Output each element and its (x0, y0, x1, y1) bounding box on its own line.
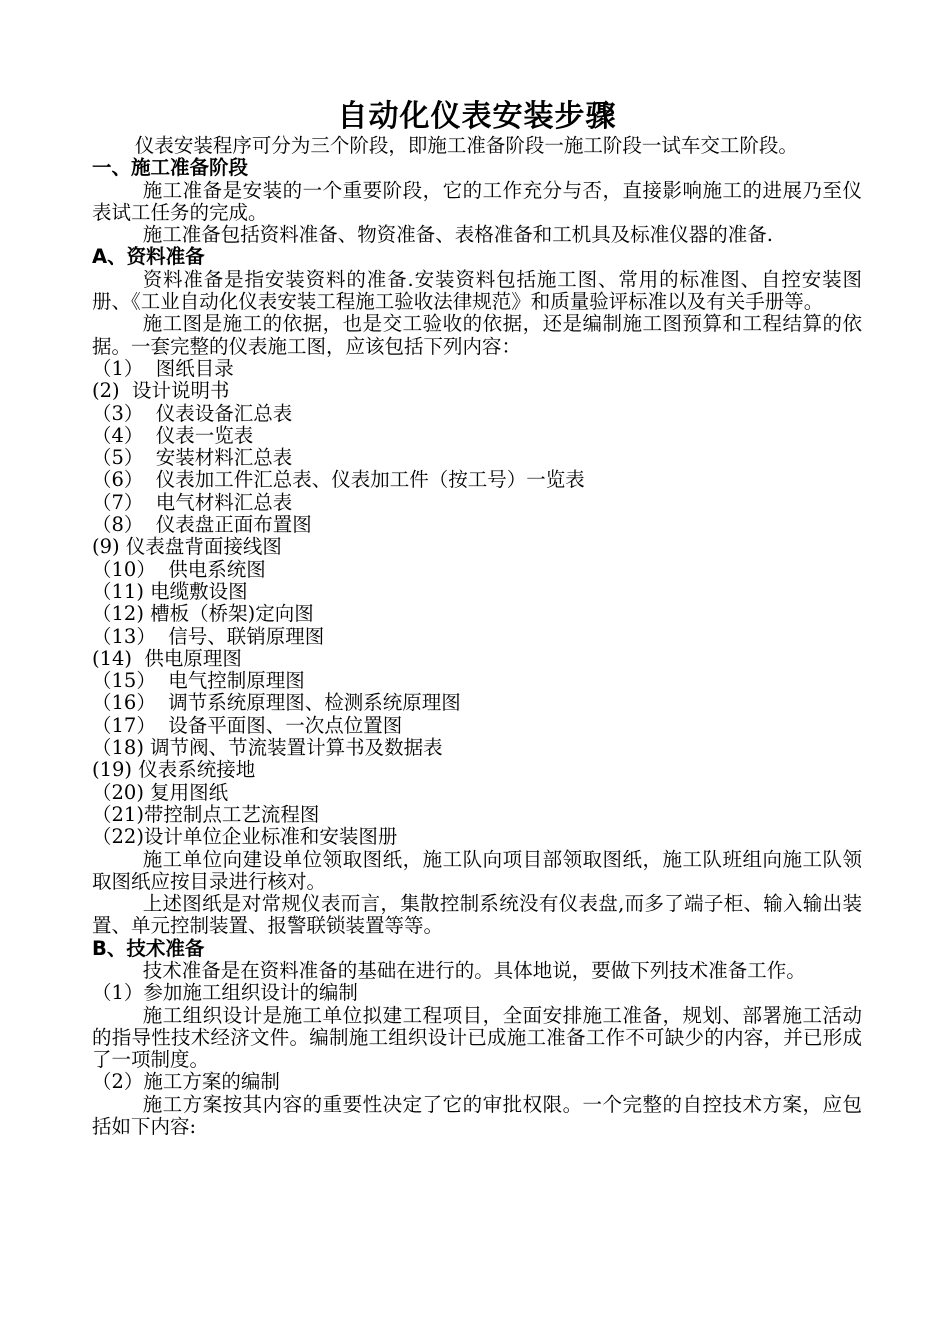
list-item: （12) 槽板（桥架)定向图 (92, 602, 314, 626)
list-item: （15） 电气控制原理图 (92, 669, 305, 693)
list-item: （7） 电气材料汇总表 (92, 490, 293, 514)
document-page (92, 96, 862, 1138)
paragraph: 上述图纸是对常规仪表而言，集散控制系统没有仪表盘,而多了端子柜、输入输出装置、单元控制装置、报警联锁装置等等。 (92, 892, 862, 938)
paragraph: 施工单位向建设单位领取图纸，施工队向项目部领取图纸，施工队班组向施工队领取图纸应按目录进行核对。 (92, 847, 862, 893)
list-item: （4） 仪表一览表 (92, 423, 254, 447)
list-item: （21)带控制点工艺流程图 (92, 802, 320, 826)
paragraph: 施工组织设计是施工单位拟建工程项目，全面安排施工准备，规划、部署施工活动的指导性技术经济文件。编制施工组织设计已成施工准备工作不可缺少的内容，并已形成了一项制度。 (92, 1003, 862, 1072)
drawing-list (92, 358, 862, 849)
list-item: (2) 设计说明书 (92, 379, 230, 403)
list-item: （13） 信号、联销原理图 (92, 624, 325, 648)
list-item: （22)设计单位企业标准和安装图册 (92, 825, 398, 849)
paragraph: 技术准备是在资料准备的基础在进行的。具体地说，要做下列技术准备工作。 (142, 958, 806, 982)
list-item: （11) 电缆敷设图 (92, 579, 248, 603)
list-item: （16） 调节系统原理图、检测系统原理图 (92, 691, 461, 715)
list-item: （17） 设备平面图、一次点位置图 (92, 713, 403, 737)
paragraph: 施工方案按其内容的重要性决定了它的审批权限。一个完整的自控技术方案，应包括如下内容: (92, 1092, 862, 1139)
list-item: (14) 供电原理图 (92, 646, 242, 670)
list-item: （8） 仪表盘正面布置图 (92, 513, 312, 537)
intro-paragraph: 仪表安装程序可分为三个阶段，即施工准备阶段一施工阶段一试车交工阶段。 (134, 134, 798, 157)
list-item: （5） 安装材料汇总表 (92, 446, 293, 470)
list-item: （20) 复用图纸 (92, 780, 229, 804)
subheading: （2）施工方案的编制 (92, 1070, 280, 1094)
list-item: （18) 调节阀、节流装置计算书及数据表 (92, 736, 443, 760)
list-item: (9) 仪表盘背面接线图 (92, 535, 282, 559)
section-heading-technical: B、技术准备 (92, 936, 205, 960)
section-heading-documents: A、资料准备 (92, 245, 205, 269)
page-title: 自动化仪表安装步骤 (337, 99, 617, 134)
section-heading-preparation: 一、施工准备阶段 (92, 156, 249, 180)
list-item: （1） 图纸目录 (92, 356, 234, 380)
list-item: (19) 仪表系统接地 (92, 758, 256, 782)
paragraph: 施工图是施工的依据，也是交工验收的依据，还是编制施工图预算和工程结算的依据。一套完整的仪表施工图，应该包括下列内容： (92, 312, 862, 358)
paragraph: 施工准备包括资料准备、物资准备、表格准备和工机具及标准仪器的准备. (142, 223, 773, 247)
subheading: （1）参加施工组织设计的编制 (92, 981, 358, 1005)
list-item: （6） 仪表加工件汇总表、仪表加工件（按工号）一览表 (92, 468, 585, 492)
paragraph: 资料准备是指安装资料的准备.安装资料包括施工图、常用的标准图、自控安装图册、《工业自动化仪表安装工程施工验收法律规范》和质量验评标准以及有关手册等。 (92, 267, 862, 314)
paragraph: 施工准备是安装的一个重要阶段，它的工作充分与否，直接影响施工的进展乃至仪表试工任务的完成。 (92, 178, 862, 224)
list-item: （10） 供电系统图 (92, 557, 266, 581)
list-item: （3） 仪表设备汇总表 (92, 401, 293, 425)
